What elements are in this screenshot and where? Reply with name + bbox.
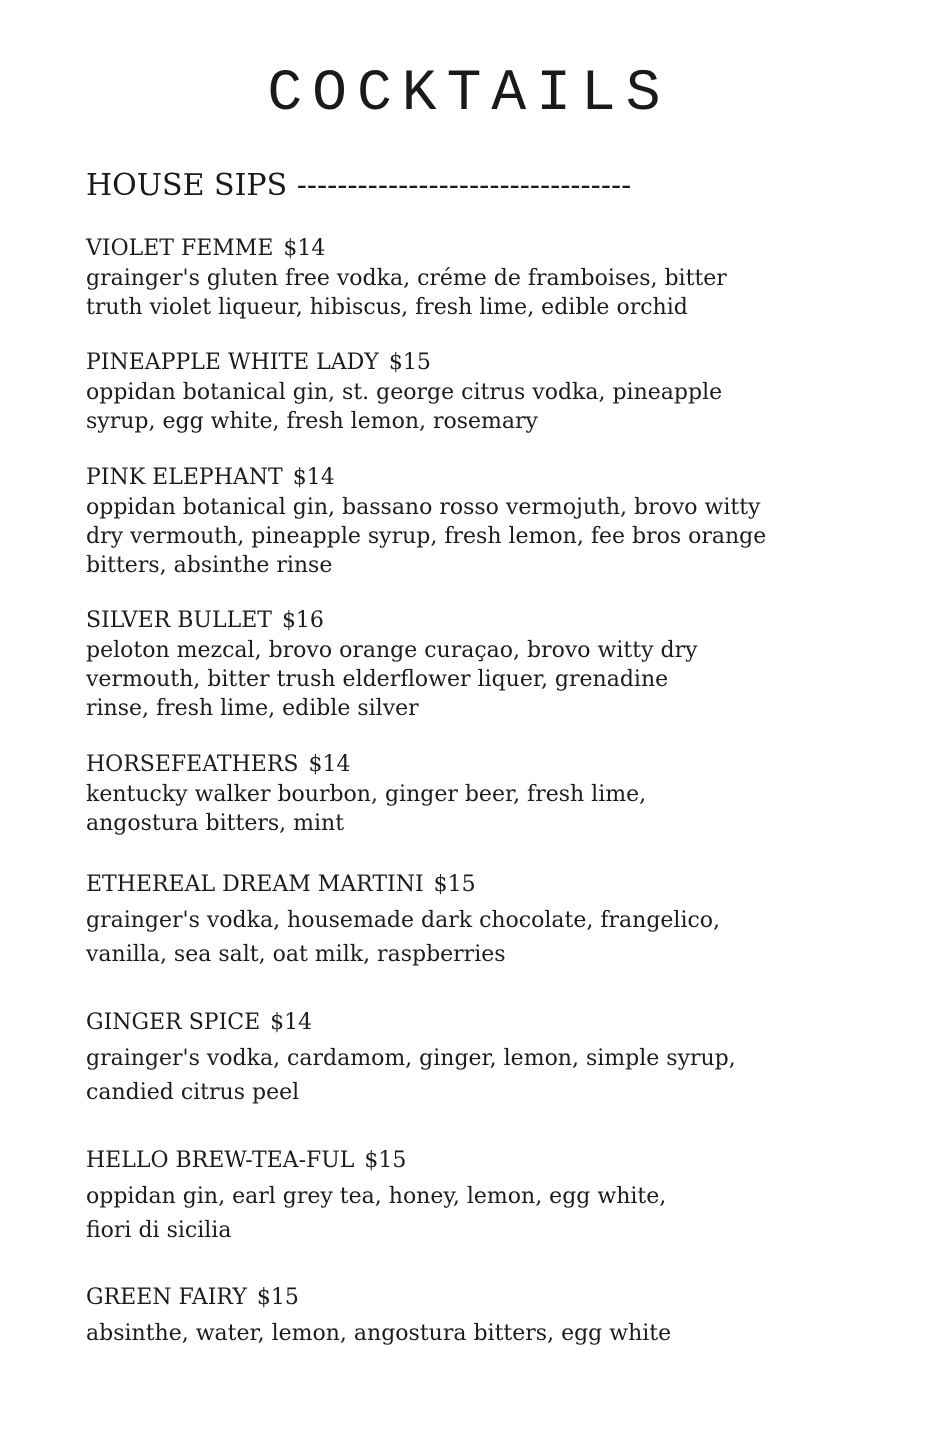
item-price: $14 (308, 752, 351, 777)
menu-title: COCKTAILS (267, 62, 671, 127)
item-price: $14 (292, 465, 335, 490)
menu-item-ethereal-dream-martini (86, 870, 886, 972)
item-name: VIOLET FEMME (86, 236, 274, 261)
item-price: $15 (256, 1285, 299, 1310)
item-name: ETHEREAL DREAM MARTINI (86, 872, 424, 897)
item-price: $15 (388, 350, 431, 375)
item-name: HORSEFEATHERS (86, 752, 299, 777)
item-description: peloton mezcal, brovo orange curaçao, brovo witty dry vermouth, bitter trush elderflower liquer, grenadine rinse, fresh lime, edible silver (86, 638, 698, 721)
item-price: $15 (364, 1148, 407, 1173)
section-rule: --------------------------------- (296, 168, 632, 203)
item-price: $14 (270, 1010, 313, 1035)
item-description: kentucky walker bourbon, ginger beer, fresh lime, angostura bitters, mint (86, 782, 647, 836)
menu-item-hello-brew-tea-ful (86, 1146, 886, 1248)
item-description: absinthe, water, lemon, angostura bitters, egg white (86, 1321, 672, 1346)
item-price: $14 (283, 236, 326, 261)
item-description: oppidan botanical gin, bassano rosso vermojuth, brovo witty dry vermouth, pineapple syrup, fresh lemon, fee bros orange bitters, absinthe rinse (86, 495, 767, 578)
section-header (86, 168, 631, 203)
item-description: grainger's vodka, cardamom, ginger, lemon, simple syrup, candied citrus peel (86, 1046, 736, 1105)
item-description: oppidan botanical gin, st. george citrus vodka, pineapple syrup, egg white, fresh lemon, rosemary (86, 380, 723, 434)
item-description: grainger's gluten free vodka, créme de framboises, bitter truth violet liqueur, hibiscus, fresh lime, edible orchid (86, 266, 727, 320)
item-name: GINGER SPICE (86, 1010, 261, 1035)
item-price: $16 (281, 608, 324, 633)
section-name: HOUSE SIPS (86, 168, 288, 203)
item-name: GREEN FAIRY (86, 1285, 247, 1310)
item-price: $15 (433, 872, 476, 897)
item-description: oppidan gin, earl grey tea, honey, lemon, egg white, fiori di sicilia (86, 1184, 667, 1243)
item-name: PINK ELEPHANT (86, 465, 283, 490)
menu-item-horsefeathers (86, 750, 886, 838)
menu-item-ginger-spice (86, 1008, 886, 1110)
menu-item-silver-bullet (86, 606, 886, 723)
menu-item-pink-elephant (86, 463, 886, 580)
item-description: grainger's vodka, housemade dark chocolate, frangelico, vanilla, sea salt, oat milk, raspberries (86, 908, 721, 967)
item-name: PINEAPPLE WHITE LADY (86, 350, 379, 375)
item-name: SILVER BULLET (86, 608, 272, 633)
menu-item-pineapple-white-lady (86, 348, 886, 436)
menu-item-green-fairy (86, 1283, 886, 1351)
menu-item-violet-femme (86, 234, 886, 322)
item-name: HELLO BREW-TEA-FUL (86, 1148, 355, 1173)
